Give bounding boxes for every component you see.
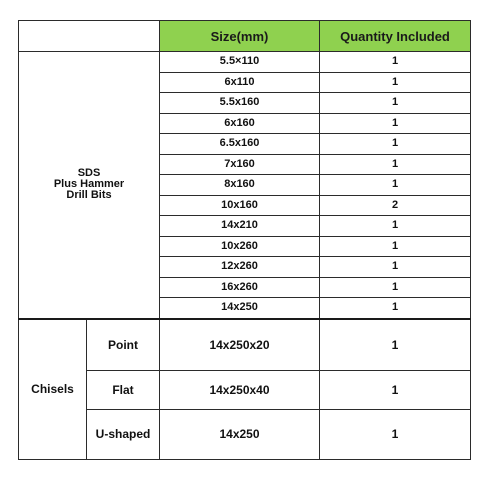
size-cell: 5.5x160 <box>160 93 320 114</box>
size-cell: 10x160 <box>160 195 320 216</box>
sds-label-line: Plus Hammer <box>53 178 125 191</box>
table-row <box>19 370 471 409</box>
table-row <box>19 319 471 371</box>
size-cell: 14x250 <box>160 298 320 319</box>
sds-group-label <box>19 52 160 319</box>
size-cell: 14x250 <box>160 409 320 459</box>
table-row <box>19 409 471 459</box>
qty-cell: 1 <box>320 370 471 409</box>
size-cell: 5.5×110 <box>160 52 320 73</box>
header-row <box>19 21 471 52</box>
header-corner-cell <box>19 21 160 52</box>
header-size: Size(mm) <box>160 21 320 52</box>
size-cell: 6.5x160 <box>160 134 320 155</box>
size-cell: 8x160 <box>160 175 320 196</box>
size-cell: 14x210 <box>160 216 320 237</box>
size-cell: 10x260 <box>160 236 320 257</box>
qty-cell: 1 <box>320 216 471 237</box>
qty-cell: 2 <box>320 195 471 216</box>
table-row <box>19 52 471 73</box>
qty-cell: 1 <box>320 409 471 459</box>
size-cell: 6x160 <box>160 113 320 134</box>
qty-cell: 1 <box>320 154 471 175</box>
size-cell: 14x250x40 <box>160 370 320 409</box>
qty-cell: 1 <box>320 175 471 196</box>
chisel-type-cell: U-shaped <box>87 409 160 459</box>
size-cell: 7x160 <box>160 154 320 175</box>
qty-cell: 1 <box>320 93 471 114</box>
size-cell: 12x260 <box>160 257 320 278</box>
chisel-type-cell: Flat <box>87 370 160 409</box>
size-cell: 16x260 <box>160 277 320 298</box>
sds-label-line: Drill Bits <box>66 189 112 202</box>
qty-cell: 1 <box>320 257 471 278</box>
qty-cell: 1 <box>320 113 471 134</box>
qty-cell: 1 <box>320 52 471 73</box>
sds-label-line: SDS <box>77 167 101 180</box>
chisel-group-label: Chisels <box>19 319 87 460</box>
header-quantity: Quantity Included <box>320 21 471 52</box>
qty-cell: 1 <box>320 298 471 319</box>
size-cell: 6x110 <box>160 72 320 93</box>
qty-cell: 1 <box>320 134 471 155</box>
qty-cell: 1 <box>320 72 471 93</box>
spec-sheet <box>18 20 470 469</box>
spec-table <box>18 20 471 460</box>
chisel-type-cell: Point <box>87 319 160 371</box>
size-cell: 14x250x20 <box>160 319 320 371</box>
qty-cell: 1 <box>320 236 471 257</box>
qty-cell: 1 <box>320 277 471 298</box>
qty-cell: 1 <box>320 319 471 371</box>
